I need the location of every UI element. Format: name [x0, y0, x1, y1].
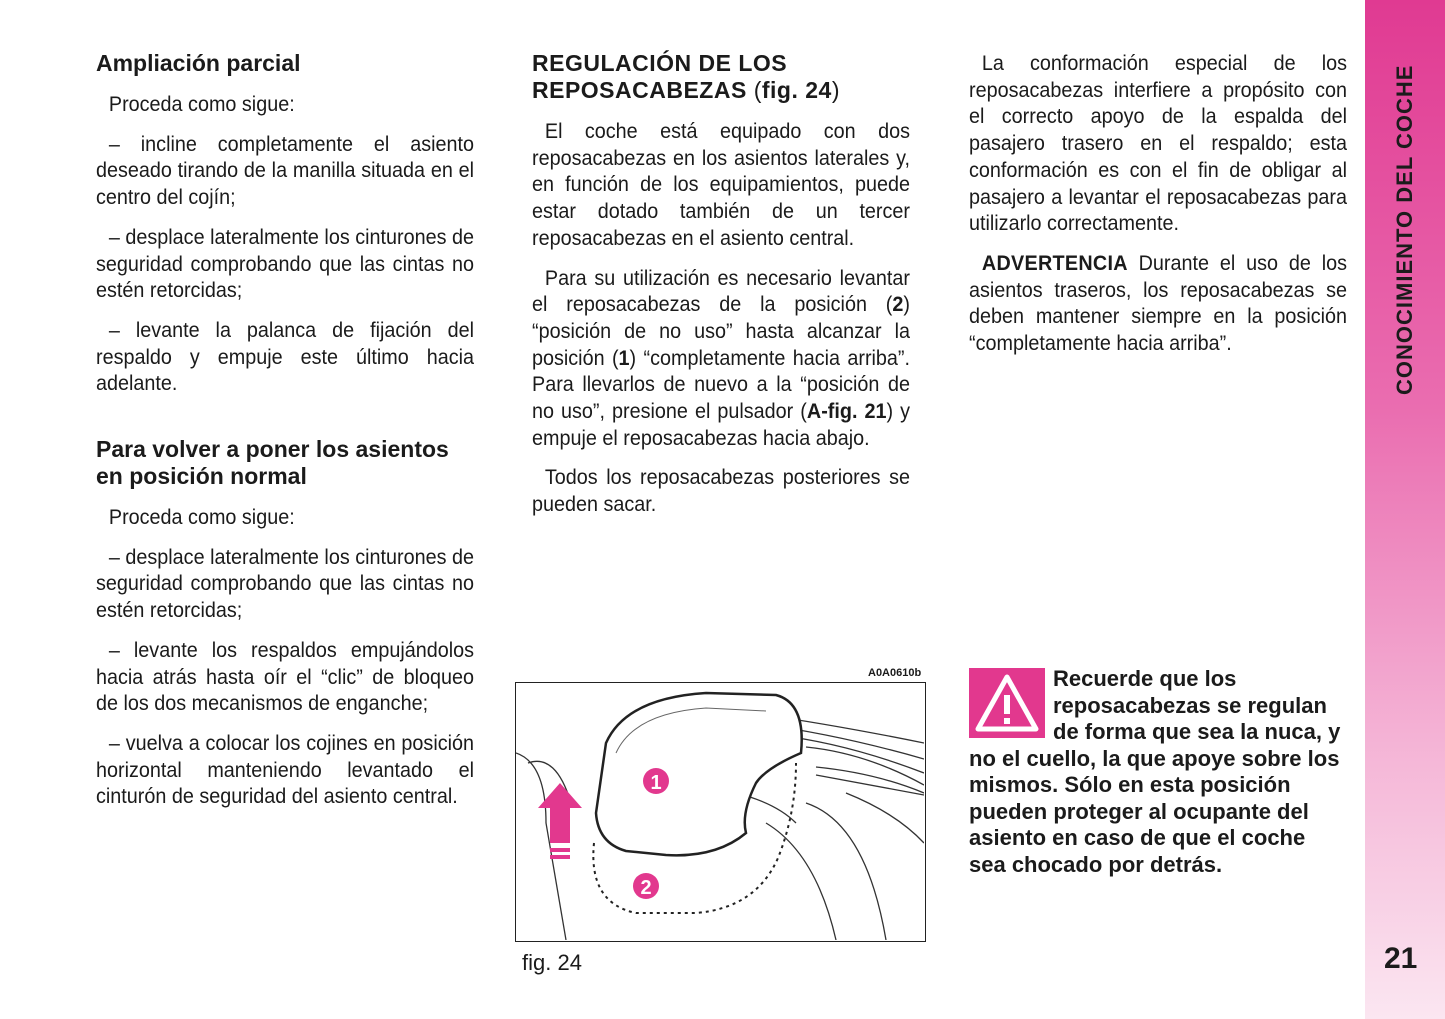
arrow-up-icon — [538, 783, 582, 859]
paragraph: Todos los reposacabezas posteriores se pueden sacar. — [532, 465, 911, 517]
heading-regulacion: REGULACIÓN DE LOS REPOSACABEZAS (fig. 24) — [532, 50, 841, 103]
paragraph: La conformación especial de los reposacabezas interfiere a propósito con el correcto apoyo de la espalda del pasajero trasero en el respaldo; esta conformación es con el fin de obligar al pasajero a levantar el reposacabezas para utilizarlo correctamente. — [969, 51, 1348, 236]
paragraph: – levante la palanca de fijación del respaldo y empuje este último hacia adelante. — [96, 317, 475, 396]
paragraph: Proceda como sigue: — [108, 92, 295, 116]
figure-caption: fig. 24 — [522, 950, 582, 975]
section-title: CONOCIMIENTO DEL COCHE — [1392, 64, 1417, 395]
column-right — [969, 50, 1347, 370]
column-middle — [532, 50, 910, 531]
paragraph: – desplace lateralmente los cinturones de seguridad comprobando que las cintas no estén retorcidas; — [96, 224, 475, 303]
paragraph: – incline completamente el asiento deseado tirando de la manilla situada en el centro del cojín; — [96, 131, 475, 210]
page-number: 21 — [1384, 942, 1418, 975]
figure-headrest — [515, 682, 926, 942]
column-left — [96, 50, 474, 823]
headrest-illustration — [516, 683, 924, 940]
paragraph: El coche está equipado con dos reposacabezas en los asientos laterales y, en función de los equipamientos, puede estar dotado también de un tercer reposacabezas en el asiento central. — [532, 119, 911, 250]
paragraph: – vuelva a colocar los cojines en posición horizontal manteniendo levantado el cinturón de seguridad del asiento central. — [96, 730, 475, 809]
paragraph: – desplace lateralmente los cinturones de seguridad comprobando que las cintas no estén retorcidas; — [96, 544, 475, 623]
paragraph: Proceda como sigue: — [108, 505, 295, 530]
warning-triangle-icon — [969, 668, 1045, 738]
paragraph: – levante los respaldos empujándolos hacia atrás hasta oír el “clic” de bloqueo de los dos mecanismos de enganche; — [96, 637, 475, 716]
warning-note — [969, 666, 1347, 878]
svg-text:1: 1 — [650, 772, 662, 794]
paragraph: Para su utilización es necesario levantar el reposacabezas de la posición (2) “posición de no uso” hasta alcanzar la posición (1) “completamente hacia arriba”. Para llevarlos de nuevo a la “posición de no uso”, presione el pulsador (A-fig. 21) y empuje el reposacabezas hacia abajo. — [532, 265, 911, 450]
heading-ampliacion: Ampliación parcial — [96, 50, 301, 76]
advertencia-label: ADVERTENCIA — [981, 250, 1128, 275]
warning-text: Recuerde que los reposacabezas se regulan de forma que sea la nuca, y no el cuello, la que apoye sobre los mismos. Sólo en esta posición pueden proteger al ocupante del asiento en caso de que el coche sea chocado por detrás. — [969, 666, 1341, 877]
figure-reference: fig. 24 — [761, 77, 832, 103]
svg-text:2: 2 — [640, 877, 652, 899]
heading-regulacion-text: REGULACIÓN DE LOS REPOSACABEZAS — [532, 50, 788, 103]
paragraph-advertencia: ADVERTENCIA Durante el uso de los asientos traseros, los reposacabezas se deben mantener siempre en la posición “completamente hacia arriba”. — [969, 250, 1348, 356]
figure-code: A0A0610b — [868, 667, 922, 679]
heading-volver: Para volver a poner los asientos en posición normal — [96, 436, 449, 490]
